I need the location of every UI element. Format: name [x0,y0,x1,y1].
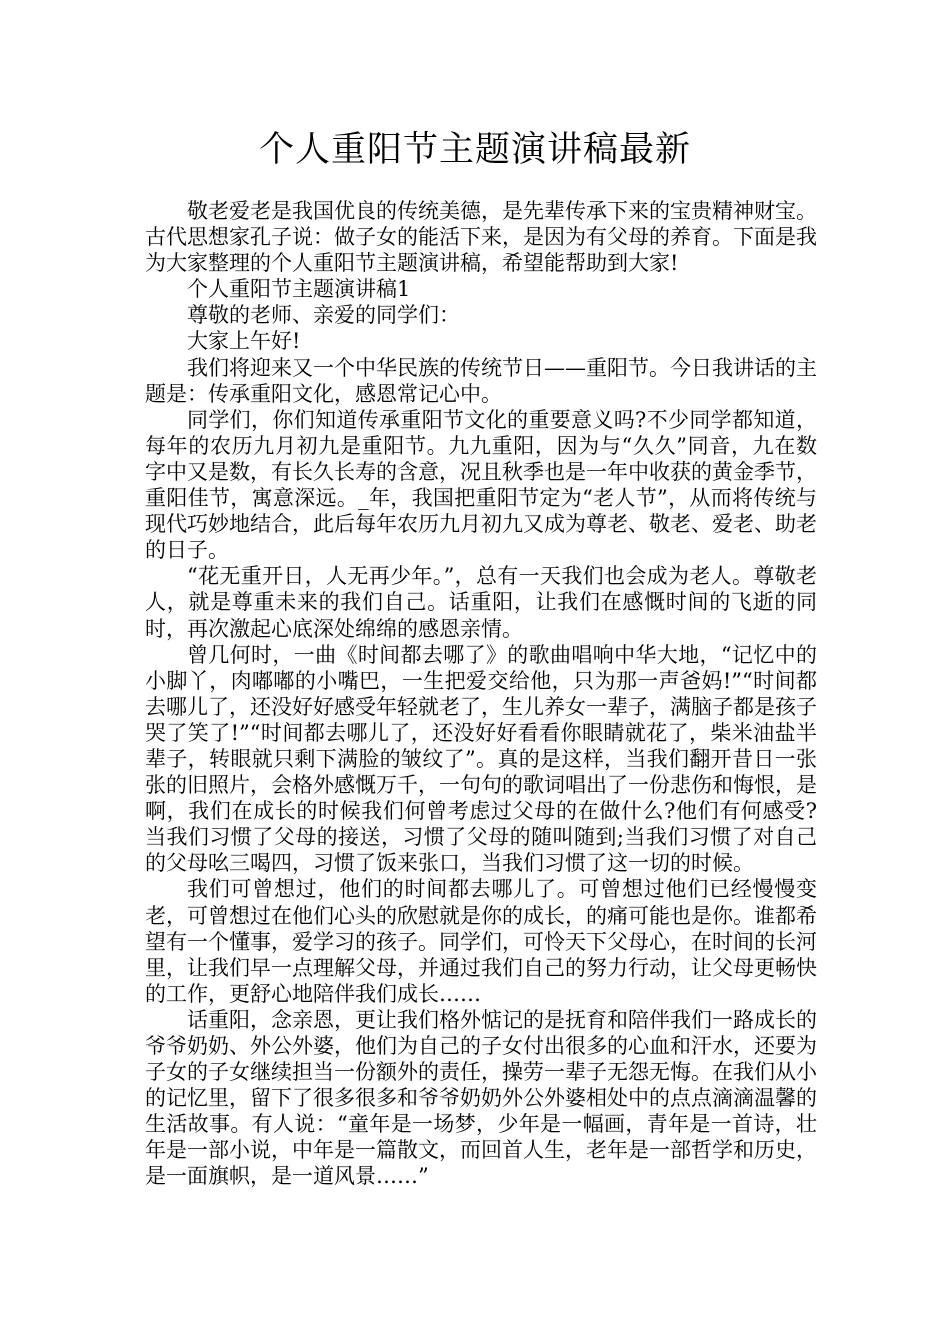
paragraph-salutation: 尊敬的老师、亲爱的同学们： [187,303,460,328]
paragraph-grandparents: 话重阳，念亲恩，更让我们格外惦记的是抚育和陪伴我们一路成长的爷爷奶奶、外公外婆，他们为自己的子女付出很多的心血和汗水，还要为子女的子女继续担当一份额外的责任，操劳一辈子无怨无悔。在我们从小的记忆里，留下了很多很多和爷爷奶奶外公外婆相处中的点点滴滴温馨的生活故事。有人说：“童年是一场梦，少年是一幅画，青年是一首诗，壮年是一部小说，中年是一篇散文，而回首人生，老年是一部哲学和历史，是一面旗帜，是一道风景……” [145,1007,817,1189]
paragraph-topic: 我们将迎来又一个中华民族的传统节日——重阳节。今日我讲话的主题是：传承重阳文化，感恩常记心中。 [145,355,817,406]
paragraph-significance: 同学们，你们知道传承重阳节文化的重要意义吗?不少同学都知道，每年的农历九月初九是重阳节。九九重阳，因为与“久久”同音，九在数字中又是数，有长久长寿的含意，况且秋季也是一年中收获的黄金季节，重阳佳节，寓意深远。_年，我国把重阳节定为“老人节”，从而将传统与现代巧妙地结合，此后每年农历九月初九又成为尊老、敬老、爱老、助老的日子。 [145,407,817,563]
paragraph-section-heading: 个人重阳节主题演讲稿1 [187,277,411,302]
paragraph-poem: “花无重开日，人无再少年。”，总有一天我们也会成为老人。尊敬老人，就是尊重未来的我们自己。话重阳，让我们在感慨时间的飞逝的同时，再次激起心底深处绵绵的感恩亲情。 [145,564,817,641]
document-body [145,198,817,1190]
document-title: 个人重阳节主题演讲稿最新 [258,130,691,170]
paragraph-intro: 敬老爱老是我国优良的传统美德，是先辈传承下来的宝贵精神财宝。古代思想家孔子说：做子女的能活下来，是因为有父母的养育。下面是我为大家整理的个人重阳节主题演讲稿，希望能帮助到大家! [145,199,817,276]
paragraph-greeting: 大家上午好! [187,329,301,354]
paragraph-reflection: 我们可曾想过，他们的时间都去哪儿了。可曾想过他们已经慢慢变老，可曾想过在他们心头的欣慰就是你的成长，的痛可能也是你。谁都希望有一个懂事，爱学习的孩子。同学们，可怜天下父母心，在时间的长河里，让我们早一点理解父母，并通过我们自己的努力行动，让父母更畅快的工作，更舒心地陪伴我们成长…… [145,877,817,1006]
paragraph-song: 曾几何时，一曲《时间都去哪了》的歌曲唱响中华大地，“记忆中的小脚丫，肉嘟嘟的小嘴巴，一生把爱交给他，只为那一声爸妈!”“时间都去哪儿了，还没好好感受年轻就老了，生儿养女一辈子，满脑子都是孩子哭了笑了!”“时间都去哪儿了，还没好好看看你眼睛就花了，柴米油盐半辈子，转眼就只剩下满脸的皱纹了”。真的是这样，当我们翻开昔日一张张的旧照片，会格外感慨万千，一句句的歌词唱出了一份悲伤和悔恨，是啊，我们在成长的时候我们何曾考虑过父母的在做什么?他们有何感受?当我们习惯了父母的接送，习惯了父母的随叫随到;当我们习惯了对自己的父母吆三喝四，习惯了饭来张口，当我们习惯了这一切的时候。 [145,642,817,876]
